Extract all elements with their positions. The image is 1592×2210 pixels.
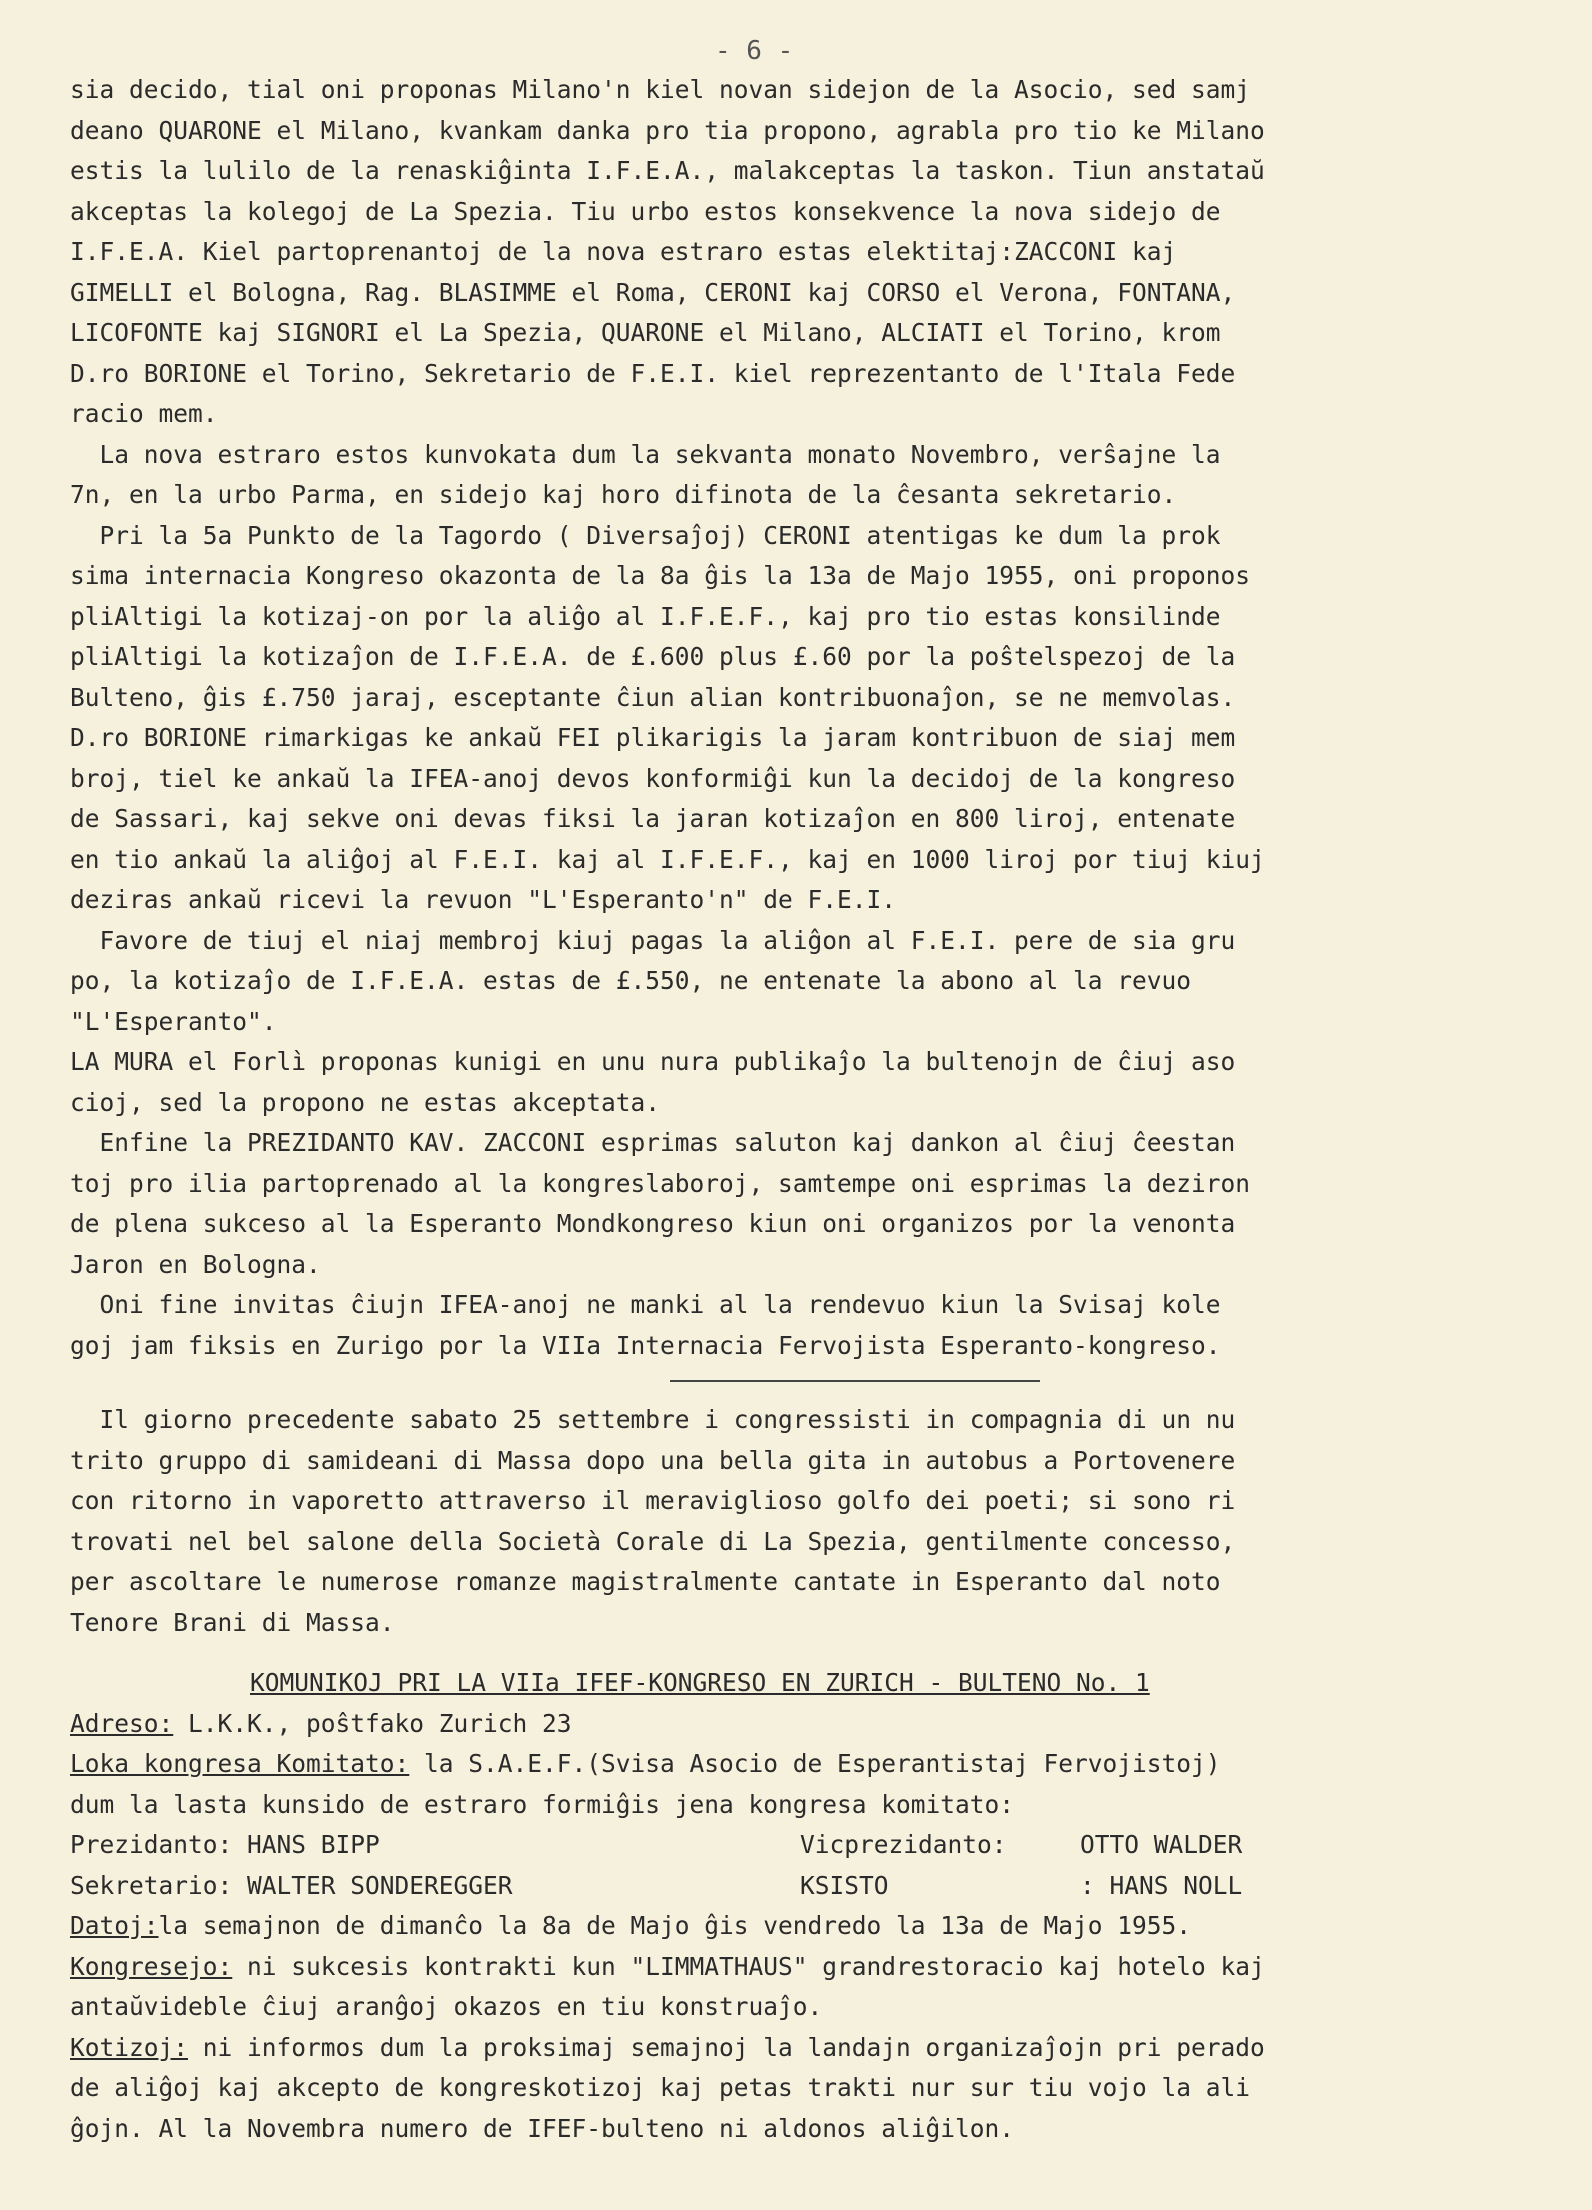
text-line: deziras ankaŭ ricevi la revuon "L'Esperanto'n" de F.E.I. — [70, 885, 897, 914]
text-line: LA MURA el Forlì proponas kunigi en unu nura publikaĵo la bultenojn de ĉiuj aso — [70, 1047, 1236, 1076]
fees-line — [70, 2028, 1490, 2069]
text-line: en tio ankaŭ la aliĝoj al F.E.I. kaj al I.F.E.F., kaj en 1000 liroj por tiuj kiuj — [70, 844, 1265, 874]
committee-line — [70, 1744, 1490, 1785]
venue-label: Kongresejo: — [70, 1951, 233, 1981]
text-line: deano QUARONE el Milano, kvankam danka pro tia propono, agrabla pro tio ke Milano — [70, 115, 1265, 145]
role2-label: KSISTO — [800, 1870, 889, 1900]
text-line: broj, tiel ke ankaŭ la IFEA-anoj devos konformiĝi kun la decidoj de la kongreso — [70, 763, 1236, 793]
bulletin-heading: KOMUNIKOJ PRI LA VIIa IFEF-KONGRESO EN ZURICH - BULTENO No. 1 — [250, 1668, 1150, 1697]
text-line: de plena sukceso al la Esperanto Mondkongreso kiun oni organizos por la venonta — [70, 1209, 1236, 1238]
dates-value: la semajnon de dimanĉo la 8a de Majo ĝis vendredo la 13a de Majo 1955. — [158, 1911, 1192, 1940]
role-line — [70, 1866, 800, 1907]
text-line: con ritorno in vaporetto attraverso il meraviglioso golfo dei poeti; si sono ri — [70, 1486, 1236, 1515]
esperanto-paragraph — [70, 1042, 1490, 1123]
text-line: GIMELLI el Bologna, Rag. BLASIMME el Roma, CERONI kaj CORSO el Verona, FONTANA, — [70, 277, 1236, 307]
address-line — [70, 1704, 1490, 1745]
page-number: - 6 - — [715, 36, 794, 66]
italian-paragraph — [70, 1400, 1490, 1643]
text-line: I.F.E.A. Kiel partoprenantoj de la nova estraro estas elektitaj:ZACCONI kaj — [70, 237, 1177, 266]
text-line: racio mem. — [70, 399, 218, 428]
text-line: Oni fine invitas ĉiujn IFEA-anoj ne manki al la rendevuo kiun la Svisaj kole — [70, 1290, 1221, 1319]
fees-line-3: ĝojn. Al la Novembra numero de IFEF-bulteno ni aldonos aliĝilon. — [70, 2113, 1015, 2143]
address-label: Adreso: — [70, 1708, 174, 1738]
venue-line-2: antaŭvideble ĉiuj aranĝoj okazos en tiu konstruaĵo. — [70, 1992, 823, 2021]
text-line: D.ro BORIONE el Torino, Sekretario de F.E.I. kiel reprezentanto de l'Itala Fede — [70, 358, 1236, 388]
fees-label: Kotizoj: — [70, 2032, 189, 2062]
text-line: sima internacia Kongreso okazonta de la 8a ĝis la 13a de Majo 1955, oni proponos — [70, 561, 1251, 590]
fees-value: ni informos dum la proksimaj semajnoj la landajn organizaĵojn pri perado — [188, 2032, 1265, 2062]
text-line: La nova estraro estos kunvokata dum la sekvanta monato Novembro, verŝajne la — [70, 439, 1221, 469]
esperanto-paragraph — [70, 435, 1490, 516]
role2-name: : HANS NOLL — [1080, 1870, 1243, 1900]
dates-label: Datoj: — [70, 1911, 159, 1940]
text-line: goj jam fiksis en Zurigo por la VIIa Internacia Fervojista Esperanto-kongreso. — [70, 1330, 1221, 1360]
committee-line-2: dum la lasta kunsido de estraro formiĝis jena kongresa komitato: — [70, 1789, 1015, 1819]
role-label: Sekretario: — [70, 1870, 233, 1900]
text-line: trovati nel bel salone della Società Corale di La Spezia, gentilmente concesso, — [70, 1526, 1236, 1556]
role2-name: OTTO WALDER — [1080, 1830, 1243, 1859]
roles-row-2 — [70, 1866, 1490, 1907]
text-line: Tenore Brani di Massa. — [70, 1607, 395, 1637]
text-line: estis la lulilo de la renaskiĝinta I.F.E.A., malakceptas la taskon. Tiun anstataŭ — [70, 156, 1265, 185]
venue-line — [70, 1947, 1490, 1988]
text-line: Enfine la PREZIDANTO KAV. ZACCONI esprimas saluton kaj dankon al ĉiuj ĉeestan — [70, 1128, 1236, 1157]
section-divider — [670, 1380, 1040, 1382]
text-line: po, la kotizaĵo de I.F.E.A. estas de £.550, ne entenate la abono al la revuo — [70, 966, 1192, 995]
role-label: Prezidanto: — [70, 1830, 233, 1859]
role2-label: Vicprezidanto: — [800, 1830, 1007, 1859]
text-line: de Sassari, kaj sekve oni devas fiksi la jaran kotizaĵon en 800 liroj, entenate — [70, 804, 1236, 833]
fees-line-2: de aliĝoj kaj akcepto de kongreskotizoj kaj petas trakti nur sur tiu vojo la ali — [70, 2073, 1251, 2102]
text-line: LICOFONTE kaj SIGNORI el La Spezia, QUARONE el Milano, ALCIATI el Torino, krom — [70, 318, 1221, 347]
esperanto-paragraph — [70, 70, 1490, 435]
bulletin-section — [70, 1663, 1490, 2149]
text-line: Jaron en Bologna. — [70, 1249, 321, 1279]
text-line: 7n, en la urbo Parma, en sidejo kaj horo difinota de la ĉesanta sekretario. — [70, 480, 1177, 509]
text-line: cioj, sed la propono ne estas akceptata. — [70, 1087, 661, 1117]
text-line: sia decido, tial oni proponas Milano'n kiel novan sidejon de la Asocio, sed samj — [70, 75, 1251, 104]
text-line: per ascoltare le numerose romanze magistralmente cantate in Esperanto dal noto — [70, 1567, 1221, 1596]
esperanto-report — [70, 70, 1490, 1366]
committee-value: la S.A.E.F.(Svisa Asocio de Esperantistaj Fervojistoj) — [409, 1749, 1221, 1778]
role-name: WALTER SONDEREGGER — [247, 1870, 513, 1900]
esperanto-paragraph — [70, 921, 1490, 1043]
address-value: L.K.K., poŝtfako Zurich 23 — [173, 1708, 572, 1738]
text-line: akceptas la kolegoj de La Spezia. Tiu urbo estos konsekvence la nova sidejo de — [70, 196, 1221, 226]
dates-line — [70, 1906, 1490, 1947]
text-line: D.ro BORIONE rimarkigas ke ankaŭ FEI plikarigis la jaram kontribuon de siaj mem — [70, 723, 1236, 752]
esperanto-paragraph — [70, 516, 1490, 921]
esperanto-paragraph — [70, 1285, 1490, 1366]
esperanto-paragraph — [70, 1123, 1490, 1285]
text-line: pliAltigi la kotizaj-on por la aliĝo al I.F.E.F., kaj pro tio estas konsilinde — [70, 601, 1221, 631]
text-line: pliAltigi la kotizaĵon de I.F.E.A. de £.600 plus £.60 por la poŝtelspezoj de la — [70, 642, 1236, 671]
venue-value: ni sukcesis kontrakti kun "LIMMATHAUS" grandrestoracio kaj hotelo kaj — [232, 1951, 1265, 1981]
text-line: trito gruppo di samideani di Massa dopo una bella gita in autobus a Portovenere — [70, 1445, 1236, 1475]
text-line: Favore de tiuj el niaj membroj kiuj pagas la aliĝon al F.E.I. pere de sia gru — [70, 925, 1236, 955]
role-name: HANS BIPP — [247, 1830, 380, 1859]
text-line: Pri la 5a Punkto de la Tagordo ( Diversaĵoj) CERONI atentigas ke dum la prok — [70, 520, 1221, 550]
roles-row-1 — [70, 1825, 1490, 1866]
role-line — [70, 1825, 800, 1866]
text-line: toj pro ilia partoprenado al la kongreslaboroj, samtempe oni esprimas la deziron — [70, 1168, 1251, 1198]
committee-label: Loka kongresa Komitato: — [70, 1749, 410, 1778]
text-line: "L'Esperanto". — [70, 1006, 277, 1036]
text-line: Bulteno, ĝis £.750 jaraj, esceptante ĉiun alian kontribuonaĵon, se ne memvolas. — [70, 682, 1236, 712]
document-body — [70, 70, 1490, 2149]
text-line: Il giorno precedente sabato 25 settembre i congressisti in compagnia di un nu — [70, 1405, 1236, 1434]
